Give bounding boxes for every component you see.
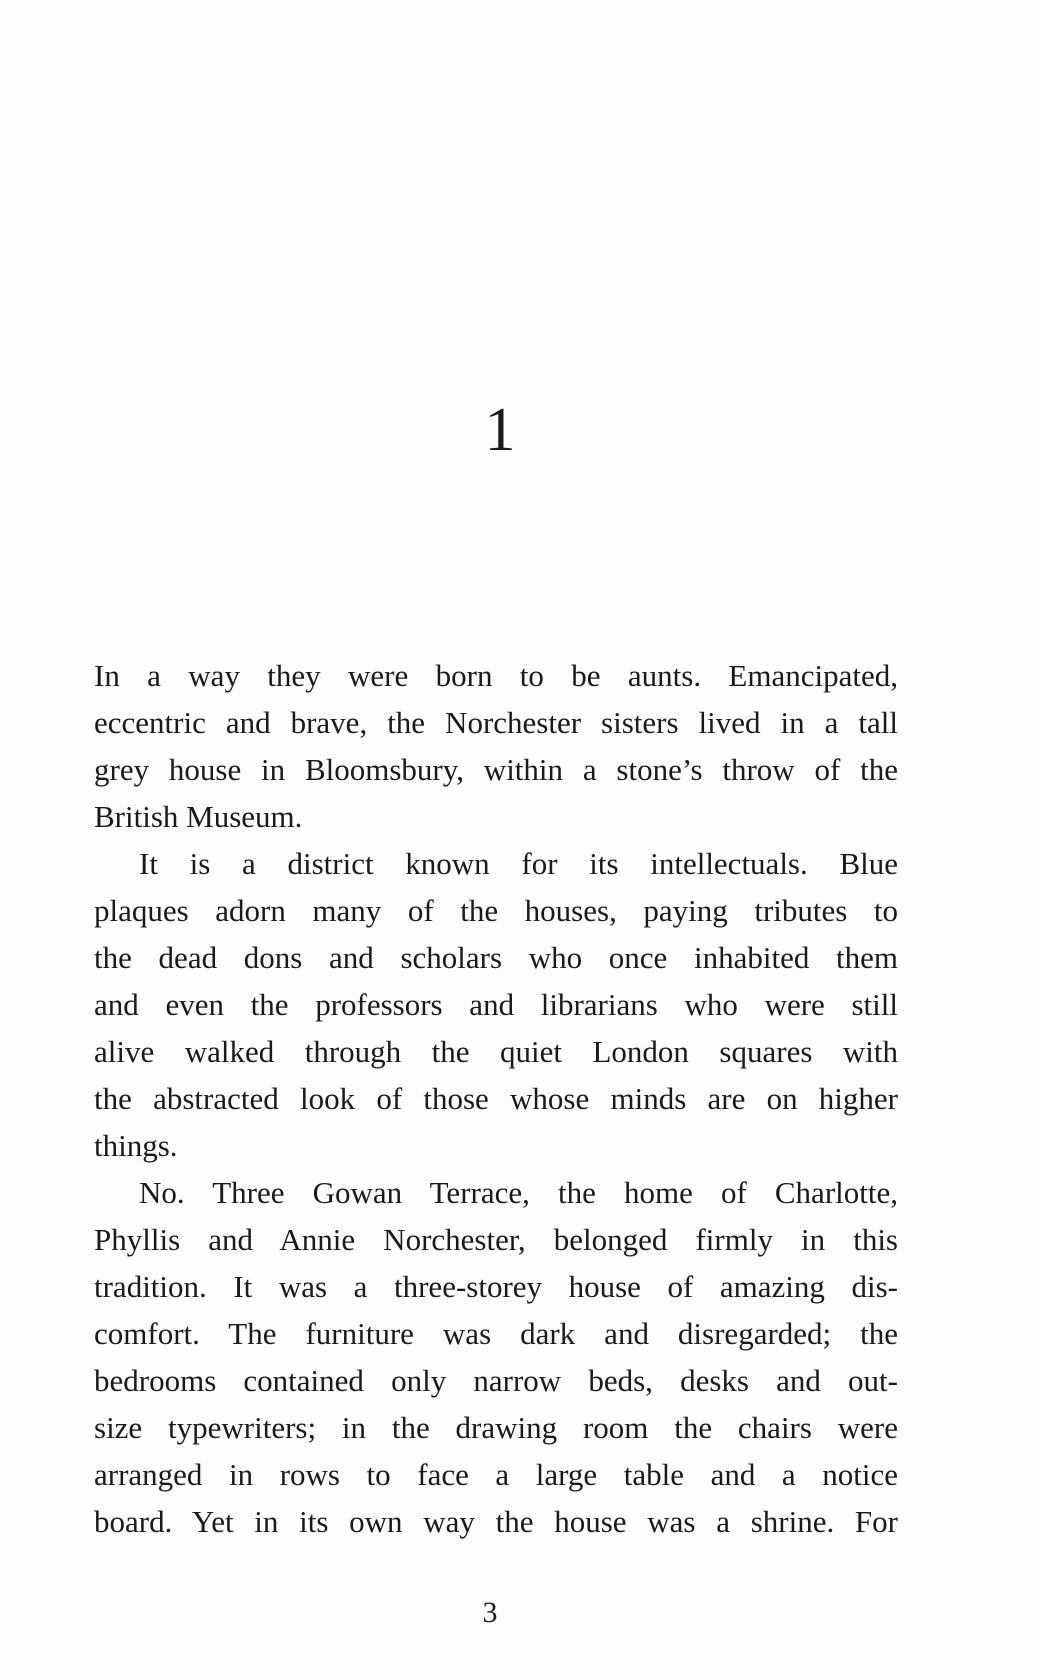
- text-line: bedrooms contained only narrow beds, desks and out-: [94, 1363, 898, 1398]
- text-line: the abstracted look of those whose minds are on higher: [94, 1081, 898, 1116]
- text-line: and even the professors and librarians who were still: [94, 987, 898, 1022]
- text-line: things.: [94, 1128, 178, 1163]
- text-line: eccentric and brave, the Norchester sisters lived in a tall: [94, 705, 898, 740]
- text-line: Phyllis and Annie Norchester, belonged firmly in this: [94, 1222, 898, 1257]
- text-line: plaques adorn many of the houses, paying tributes to: [94, 893, 898, 928]
- text-line: the dead dons and scholars who once inhabited them: [94, 940, 898, 975]
- text-line: alive walked through the quiet London squares with: [94, 1034, 898, 1069]
- text-line: In a way they were born to be aunts. Emancipated,: [94, 658, 898, 693]
- text-line: board. Yet in its own way the house was a shrine. For: [94, 1504, 898, 1539]
- text-line: grey house in Bloomsbury, within a stone’s throw of the: [94, 752, 898, 787]
- body-text: [94, 652, 898, 1545]
- text-line: British Museum.: [94, 799, 303, 834]
- text-line: size typewriters; in the drawing room the chairs were: [94, 1410, 898, 1445]
- text-line: No. Three Gowan Terrace, the home of Charlotte,: [139, 1175, 898, 1210]
- page-number: 3: [482, 1596, 498, 1629]
- text-line: It is a district known for its intellectuals. Blue: [139, 846, 898, 881]
- text-line: tradition. It was a three-storey house of amazing dis-: [94, 1269, 898, 1304]
- text-line: arranged in rows to face a large table and a notice: [94, 1457, 898, 1492]
- chapter-number: 1: [484, 396, 516, 464]
- text-line: comfort. The furniture was dark and disregarded; the: [94, 1316, 898, 1351]
